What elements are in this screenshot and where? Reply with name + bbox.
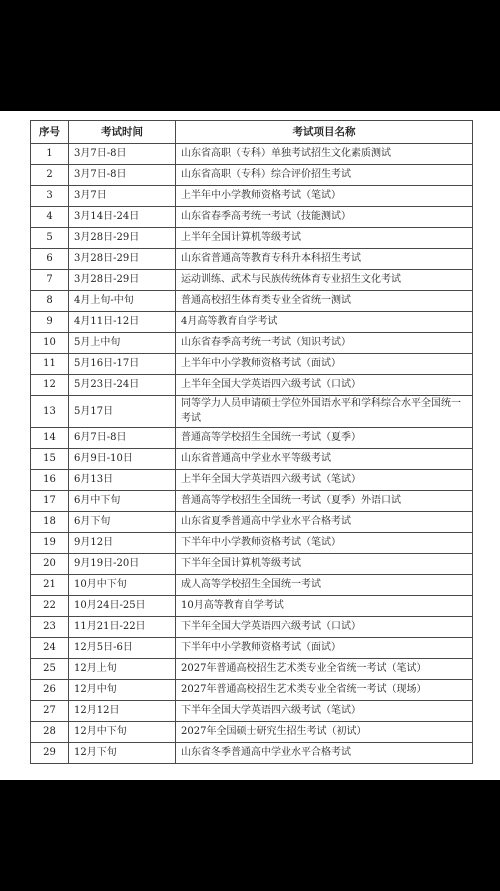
header-exam-name: 考试项目名称: [176, 121, 473, 144]
row-number: 29: [31, 743, 69, 764]
row-number: 8: [31, 291, 69, 312]
row-exam-name: 2027年普通高校招生艺术类专业全省统一考试（笔试）: [176, 659, 473, 680]
row-number: 23: [31, 617, 69, 638]
row-number: 16: [31, 470, 69, 491]
row-number: 25: [31, 659, 69, 680]
row-number: 22: [31, 596, 69, 617]
row-exam-time: 9月12日: [69, 533, 176, 554]
row-exam-name: 山东省春季高考统一考试（知识考试）: [176, 333, 473, 354]
table-row: [31, 680, 473, 701]
row-exam-time: 6月7日-8日: [69, 428, 176, 449]
row-exam-time: 3月7日: [69, 186, 176, 207]
row-number: 1: [31, 144, 69, 165]
table-row: [31, 354, 473, 375]
row-exam-time: 3月7日-8日: [69, 144, 176, 165]
row-exam-name: 同等学力人员申请硕士学位外国语水平和学科综合水平全国统一考试: [176, 396, 473, 428]
row-exam-name: 上半年全国大学英语四六级考试（口试）: [176, 375, 473, 396]
row-exam-name: 山东省冬季普通高中学业水平合格考试: [176, 743, 473, 764]
row-number: 19: [31, 533, 69, 554]
row-number: 20: [31, 554, 69, 575]
row-exam-name: 山东省普通高等教育专科升本科招生考试: [176, 249, 473, 270]
row-exam-time: 3月28日-29日: [69, 249, 176, 270]
row-number: 26: [31, 680, 69, 701]
row-exam-time: 10月中下旬: [69, 575, 176, 596]
row-exam-time: 9月19日-20日: [69, 554, 176, 575]
row-exam-name: 下半年中小学教师资格考试（笔试）: [176, 533, 473, 554]
row-number: 7: [31, 270, 69, 291]
row-exam-name: 上半年全国大学英语四六级考试（笔试）: [176, 470, 473, 491]
row-exam-time: 10月24日-25日: [69, 596, 176, 617]
row-number: 11: [31, 354, 69, 375]
table-row: [31, 428, 473, 449]
row-exam-time: 6月中下旬: [69, 491, 176, 512]
row-exam-time: 3月28日-29日: [69, 270, 176, 291]
row-number: 6: [31, 249, 69, 270]
row-exam-name: 普通高等学校招生全国统一考试（夏季）外语口试: [176, 491, 473, 512]
table-row: [31, 533, 473, 554]
table-row: [31, 743, 473, 764]
row-exam-name: 山东省高职（专科）综合评价招生考试: [176, 165, 473, 186]
row-number: 2: [31, 165, 69, 186]
table-row: [31, 228, 473, 249]
table-row: [31, 596, 473, 617]
table-header-row: [31, 121, 473, 144]
row-exam-time: 5月23日-24日: [69, 375, 176, 396]
table-row: [31, 638, 473, 659]
row-number: 21: [31, 575, 69, 596]
row-number: 28: [31, 722, 69, 743]
row-exam-name: 下半年全国计算机等级考试: [176, 554, 473, 575]
row-exam-time: 12月下旬: [69, 743, 176, 764]
table-row: [31, 270, 473, 291]
row-exam-time: 4月上旬-中旬: [69, 291, 176, 312]
row-exam-name: 下半年全国大学英语四六级考试（口试）: [176, 617, 473, 638]
table-row: [31, 396, 473, 428]
row-exam-time: 12月12日: [69, 701, 176, 722]
row-exam-name: 上半年中小学教师资格考试（笔试）: [176, 186, 473, 207]
row-exam-name: 2027年普通高校招生艺术类专业全省统一考试（现场）: [176, 680, 473, 701]
table-row: [31, 470, 473, 491]
row-number: 10: [31, 333, 69, 354]
row-exam-name: 山东省高职（专科）单独考试招生文化素质测试: [176, 144, 473, 165]
table-row: [31, 512, 473, 533]
table-row: [31, 449, 473, 470]
row-exam-name: 上半年中小学教师资格考试（面试）: [176, 354, 473, 375]
row-exam-time: 6月9日-10日: [69, 449, 176, 470]
table-row: [31, 144, 473, 165]
table-row: [31, 375, 473, 396]
row-exam-time: 3月14日-24日: [69, 207, 176, 228]
row-number: 18: [31, 512, 69, 533]
table-row: [31, 186, 473, 207]
row-exam-name: 普通高等学校招生全国统一考试（夏季）: [176, 428, 473, 449]
row-number: 15: [31, 449, 69, 470]
row-exam-name: 下半年中小学教师资格考试（面试）: [176, 638, 473, 659]
table-row: [31, 722, 473, 743]
exam-schedule-table: [30, 120, 473, 764]
table-row: [31, 312, 473, 333]
table-row: [31, 207, 473, 228]
row-number: 5: [31, 228, 69, 249]
row-number: 9: [31, 312, 69, 333]
row-exam-time: 12月上旬: [69, 659, 176, 680]
row-exam-time: 11月21日-22日: [69, 617, 176, 638]
row-number: 12: [31, 375, 69, 396]
row-number: 13: [31, 396, 69, 428]
row-exam-name: 10月高等教育自学考试: [176, 596, 473, 617]
row-exam-name: 山东省普通高中学业水平等级考试: [176, 449, 473, 470]
table-row: [31, 554, 473, 575]
row-number: 4: [31, 207, 69, 228]
row-exam-name: 普通高校招生体育类专业全省统一测试: [176, 291, 473, 312]
row-number: 24: [31, 638, 69, 659]
row-exam-time: 6月下旬: [69, 512, 176, 533]
row-exam-time: 12月中旬: [69, 680, 176, 701]
row-exam-time: 5月17日: [69, 396, 176, 428]
row-number: 27: [31, 701, 69, 722]
table-row: [31, 249, 473, 270]
row-exam-time: 6月13日: [69, 470, 176, 491]
row-number: 17: [31, 491, 69, 512]
table-row: [31, 701, 473, 722]
table-row: [31, 291, 473, 312]
row-exam-time: 5月16日-17日: [69, 354, 176, 375]
row-number: 14: [31, 428, 69, 449]
row-exam-name: 山东省春季高考统一考试（技能测试）: [176, 207, 473, 228]
table-row: [31, 575, 473, 596]
row-exam-time: 5月上中旬: [69, 333, 176, 354]
row-number: 3: [31, 186, 69, 207]
header-exam-time: 考试时间: [69, 121, 176, 144]
table-row: [31, 333, 473, 354]
table-row: [31, 165, 473, 186]
row-exam-name: 4月高等教育自学考试: [176, 312, 473, 333]
row-exam-time: 12月中下旬: [69, 722, 176, 743]
row-exam-name: 下半年全国大学英语四六级考试（笔试）: [176, 701, 473, 722]
header-number: 序号: [31, 121, 69, 144]
row-exam-name: 成人高等学校招生全国统一考试: [176, 575, 473, 596]
document-page: [0, 111, 500, 780]
table-row: [31, 491, 473, 512]
row-exam-time: 12月5日-6日: [69, 638, 176, 659]
table-row: [31, 659, 473, 680]
row-exam-time: 3月28日-29日: [69, 228, 176, 249]
table-row: [31, 617, 473, 638]
row-exam-name: 山东省夏季普通高中学业水平合格考试: [176, 512, 473, 533]
row-exam-time: 4月11日-12日: [69, 312, 176, 333]
row-exam-time: 3月7日-8日: [69, 165, 176, 186]
row-exam-name: 运动训练、武术与民族传统体育专业招生文化考试: [176, 270, 473, 291]
row-exam-name: 上半年全国计算机等级考试: [176, 228, 473, 249]
row-exam-name: 2027年全国硕士研究生招生考试（初试）: [176, 722, 473, 743]
